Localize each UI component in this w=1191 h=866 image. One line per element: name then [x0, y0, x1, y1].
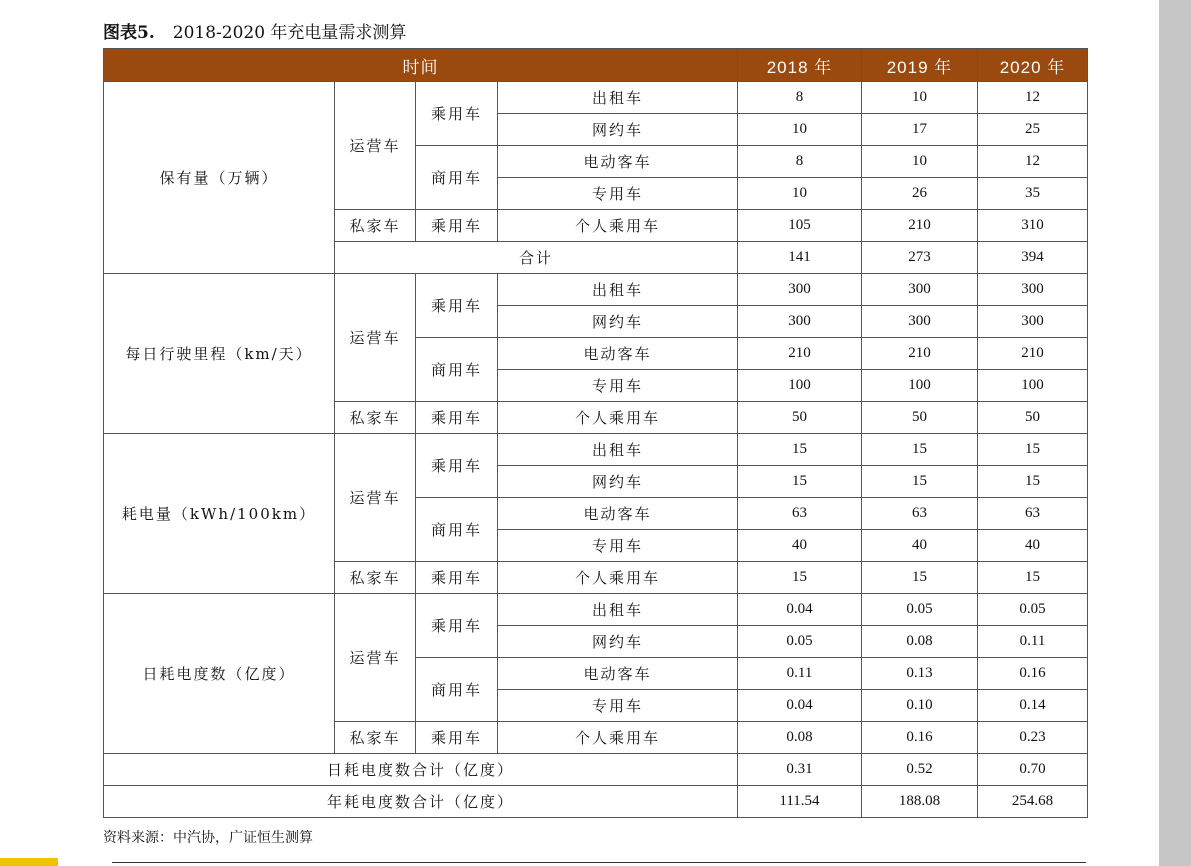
value-cell: 15: [738, 466, 862, 498]
value-cell: 0.31: [738, 754, 862, 786]
sub-taxi: 出租车: [498, 434, 738, 466]
sub-special: 专用车: [498, 530, 738, 562]
table-row: [104, 82, 1088, 114]
sub-special: 专用车: [498, 178, 738, 210]
value-cell: 10: [862, 146, 978, 178]
section-title: 每日行驶里程（km/天）: [104, 274, 335, 434]
type-passenger: 乘用车: [416, 210, 498, 242]
sub-ebus: 电动客车: [498, 658, 738, 690]
value-cell: 15: [862, 562, 978, 594]
category-operating: 运营车: [335, 434, 416, 562]
category-operating: 运营车: [335, 594, 416, 722]
sub-ebus: 电动客车: [498, 146, 738, 178]
value-cell: 273: [862, 242, 978, 274]
figure-title: [103, 18, 406, 43]
sub-ridehail: 网约车: [498, 114, 738, 146]
footer-divider: [112, 862, 1086, 863]
value-cell: 105: [738, 210, 862, 242]
sub-ridehail: 网约车: [498, 306, 738, 338]
value-cell: 15: [862, 434, 978, 466]
value-cell: 15: [978, 562, 1088, 594]
value-cell: 100: [978, 370, 1088, 402]
figure-label: 图表5.: [103, 23, 155, 43]
value-cell: 8: [738, 82, 862, 114]
type-passenger: 乘用车: [416, 434, 498, 498]
value-cell: 0.14: [978, 690, 1088, 722]
value-cell: 0.04: [738, 594, 862, 626]
value-cell: 8: [738, 146, 862, 178]
value-cell: 141: [738, 242, 862, 274]
value-cell: 300: [862, 274, 978, 306]
value-cell: 63: [978, 498, 1088, 530]
type-commercial: 商用车: [416, 146, 498, 210]
type-passenger: 乘用车: [416, 562, 498, 594]
value-cell: 50: [978, 402, 1088, 434]
charging-demand-table: [103, 48, 1088, 818]
value-cell: 17: [862, 114, 978, 146]
header-year-2020: 2020 年: [978, 49, 1088, 82]
sub-special: 专用车: [498, 370, 738, 402]
sub-ridehail: 网约车: [498, 466, 738, 498]
value-cell: 394: [978, 242, 1088, 274]
sub-ebus: 电动客车: [498, 338, 738, 370]
value-cell: 0.70: [978, 754, 1088, 786]
table-row: [104, 594, 1088, 626]
value-cell: 15: [978, 434, 1088, 466]
corner-accent-mark: [0, 858, 58, 866]
value-cell: 40: [978, 530, 1088, 562]
figure-title-text: 2018-2020 年充电量需求测算: [172, 23, 407, 43]
category-private: 私家车: [335, 402, 416, 434]
value-cell: 50: [738, 402, 862, 434]
value-cell: 310: [978, 210, 1088, 242]
value-cell: 188.08: [862, 786, 978, 818]
value-cell: 254.68: [978, 786, 1088, 818]
sub-ebus: 电动客车: [498, 498, 738, 530]
value-cell: 0.10: [862, 690, 978, 722]
value-cell: 210: [738, 338, 862, 370]
type-commercial: 商用车: [416, 498, 498, 562]
sub-ridehail: 网约车: [498, 626, 738, 658]
value-cell: 300: [738, 306, 862, 338]
value-cell: 0.52: [862, 754, 978, 786]
value-cell: 0.05: [862, 594, 978, 626]
value-cell: 100: [862, 370, 978, 402]
category-private: 私家车: [335, 562, 416, 594]
value-cell: 25: [978, 114, 1088, 146]
value-cell: 15: [978, 466, 1088, 498]
value-cell: 0.16: [862, 722, 978, 754]
value-cell: 26: [862, 178, 978, 210]
value-cell: 50: [862, 402, 978, 434]
value-cell: 0.13: [862, 658, 978, 690]
value-cell: 100: [738, 370, 862, 402]
value-cell: 0.08: [862, 626, 978, 658]
value-cell: 210: [862, 210, 978, 242]
value-cell: 12: [978, 146, 1088, 178]
value-cell: 0.05: [738, 626, 862, 658]
value-cell: 15: [738, 434, 862, 466]
type-passenger: 乘用车: [416, 594, 498, 658]
value-cell: 210: [862, 338, 978, 370]
value-cell: 300: [978, 274, 1088, 306]
value-cell: 111.54: [738, 786, 862, 818]
sub-personal: 个人乘用车: [498, 402, 738, 434]
type-commercial: 商用车: [416, 658, 498, 722]
sub-taxi: 出租车: [498, 82, 738, 114]
value-cell: 12: [978, 82, 1088, 114]
table-header-row: [104, 49, 1088, 82]
sub-taxi: 出租车: [498, 594, 738, 626]
value-cell: 0.04: [738, 690, 862, 722]
value-cell: 300: [738, 274, 862, 306]
value-cell: 0.16: [978, 658, 1088, 690]
value-cell: 15: [862, 466, 978, 498]
value-cell: 63: [738, 498, 862, 530]
type-passenger: 乘用车: [416, 722, 498, 754]
category-private: 私家车: [335, 210, 416, 242]
sub-personal: 个人乘用车: [498, 562, 738, 594]
sub-special: 专用车: [498, 690, 738, 722]
value-cell: 15: [738, 562, 862, 594]
value-cell: 0.05: [978, 594, 1088, 626]
header-time: 时间: [104, 49, 738, 82]
value-cell: 40: [738, 530, 862, 562]
table-row: [104, 434, 1088, 466]
value-cell: 10: [862, 82, 978, 114]
type-passenger: 乘用车: [416, 82, 498, 146]
value-cell: 0.11: [738, 658, 862, 690]
sub-personal: 个人乘用车: [498, 722, 738, 754]
value-cell: 300: [978, 306, 1088, 338]
value-cell: 300: [862, 306, 978, 338]
source-note: 资料来源：中汽协，广证恒生测算: [103, 830, 313, 846]
summary-row-daily: [104, 754, 1088, 786]
category-private: 私家车: [335, 722, 416, 754]
type-commercial: 商用车: [416, 338, 498, 402]
category-operating: 运营车: [335, 274, 416, 402]
value-cell: 0.11: [978, 626, 1088, 658]
sub-personal: 个人乘用车: [498, 210, 738, 242]
value-cell: 0.23: [978, 722, 1088, 754]
value-cell: 35: [978, 178, 1088, 210]
summary-row-annual: [104, 786, 1088, 818]
value-cell: 210: [978, 338, 1088, 370]
sub-taxi: 出租车: [498, 274, 738, 306]
header-year-2018: 2018 年: [738, 49, 862, 82]
type-passenger: 乘用车: [416, 274, 498, 338]
value-cell: 10: [738, 114, 862, 146]
value-cell: 40: [862, 530, 978, 562]
table-row: [104, 274, 1088, 306]
header-year-2019: 2019 年: [862, 49, 978, 82]
value-cell: 63: [862, 498, 978, 530]
category-operating: 运营车: [335, 82, 416, 210]
summary-label: 年耗电度数合计（亿度）: [104, 786, 738, 818]
summary-label: 日耗电度数合计（亿度）: [104, 754, 738, 786]
right-scroll-strip: [1159, 0, 1191, 866]
section-title: 日耗电度数（亿度）: [104, 594, 335, 754]
value-cell: 0.08: [738, 722, 862, 754]
type-passenger: 乘用车: [416, 402, 498, 434]
value-cell: 10: [738, 178, 862, 210]
section-title: 保有量（万辆）: [104, 82, 335, 274]
total-label: 合计: [335, 242, 738, 274]
section-title: 耗电量（kWh/100km）: [104, 434, 335, 594]
